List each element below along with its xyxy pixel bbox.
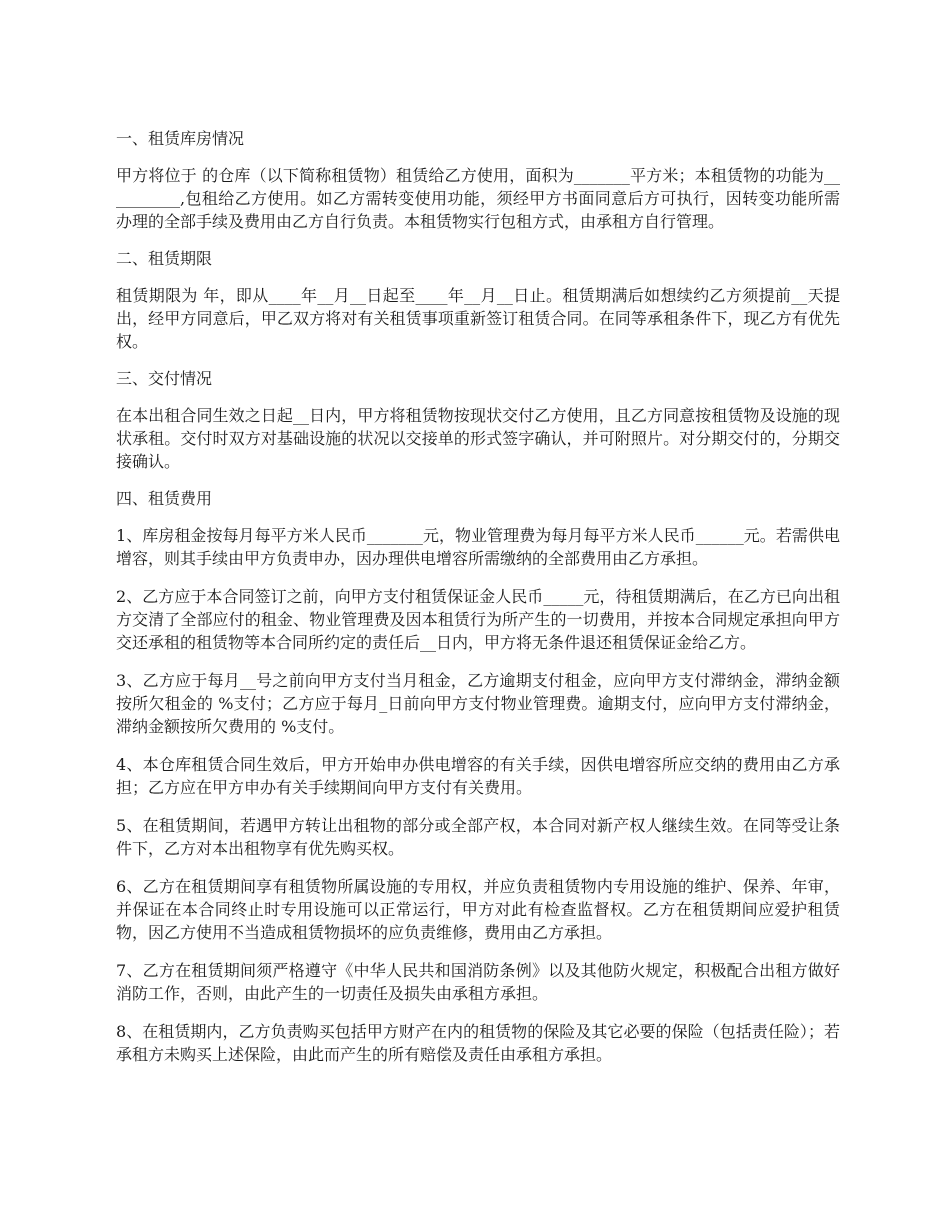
clause-4-power: 4、本仓库租赁合同生效后，甲方开始申办供电增容的有关手续，因供电增容所应交纳的费用由乙方承担；乙方应在甲方申办有关手续期间向甲方支付有关费用。 — [116, 755, 840, 797]
clause-3-late-fee: 3、乙方应于每月__号之前向甲方支付当月租金，乙方逾期支付租金，应向甲方支付滞纳金，滞纳金额按所欠租金的 %支付；乙方应于每月_日前向甲方支付物业管理费。逾期支付，应向甲方支付滞纳金，滞纳金额按所欠费用的 %支付。 — [116, 671, 840, 736]
clause-5-transfer: 5、在租赁期间，若遇甲方转让出租物的部分或全部产权，本合同对新产权人继续生效。在同等受让条件下，乙方对本出租物享有优先购买权。 — [116, 816, 840, 858]
paragraph-delivery: 在本出租合同生效之日起__日内，甲方将租赁物按现状交付乙方使用，且乙方同意按租赁物及设施的现状承租。交付时双方对基础设施的状况以交接单的形式签字确认，并可附照片。对分期交付的，分期交接确认。 — [116, 406, 840, 471]
section-heading-fees: 四、租赁费用 — [116, 489, 213, 508]
paragraph-term: 租赁期限为 年，即从____年__月__日起至____年__月__日止。租赁期满后如想续约乙方须提前__天提出，经甲方同意后，甲乙双方将对有关租赁事项重新签订租赁合同。在同等承租条件下，现乙方有优先权。 — [116, 286, 840, 351]
clause-6-facilities: 6、乙方在租赁期间享有租赁物所属设施的专用权，并应负责租赁物内专用设施的维护、保养、年审，并保证在本合同终止时专用设施可以正常运行，甲方对此有检查监督权。乙方在租赁期间应爱护租赁物，因乙方使用不当造成租赁物损坏的应负责维修，费用由乙方承担。 — [116, 877, 840, 942]
clause-2-deposit: 2、乙方应于本合同签订之前，向甲方支付租赁保证金人民币_____元，待租赁期满后，在乙方已向出租方交清了全部应付的租金、物业管理费及因本租赁行为所产生的一切费用，并按本合同规定承担向甲方交还承租的租赁物等本合同所约定的责任后__日内，甲方将无条件退还租赁保证金给乙方。 — [116, 587, 840, 652]
document-page — [116, 128, 840, 1081]
section-heading-delivery: 三、交付情况 — [116, 369, 213, 388]
section-heading-term: 二、租赁期限 — [116, 249, 213, 268]
clause-1-rent: 1、库房租金按每月每平方米人民币_______元，物业管理费为每月每平方米人民币______元。若需供电增容，则其手续由甲方负责申办，因办理供电增容所需缴纳的全部费用由乙方承担。 — [116, 526, 840, 568]
section-heading-premises: 一、租赁库房情况 — [116, 129, 245, 148]
clause-8-insurance: 8、在租赁期内，乙方负责购买包括甲方财产在内的租赁物的保险及其它必要的保险（包括责任险）；若承租方未购买上述保险，由此而产生的所有赔偿及责任由承租方承担。 — [116, 1022, 840, 1064]
paragraph-premises: 甲方将位于 的仓库（以下简称租赁物）租赁给乙方使用，面积为_______平方米；本租赁物的功能为__________,包租给乙方使用。如乙方需转变使用功能，须经甲方书面同意后方可执行，因转变功能所需办理的全部手续及费用由乙方自行负责。本租赁物实行包租方式，由承租方自行管理。 — [116, 166, 840, 231]
clause-7-fire-safety: 7、乙方在租赁期间须严格遵守《中华人民共和国消防条例》以及其他防火规定，积极配合出租方做好消防工作，否则，由此产生的一切责任及损失由承租方承担。 — [116, 961, 840, 1003]
